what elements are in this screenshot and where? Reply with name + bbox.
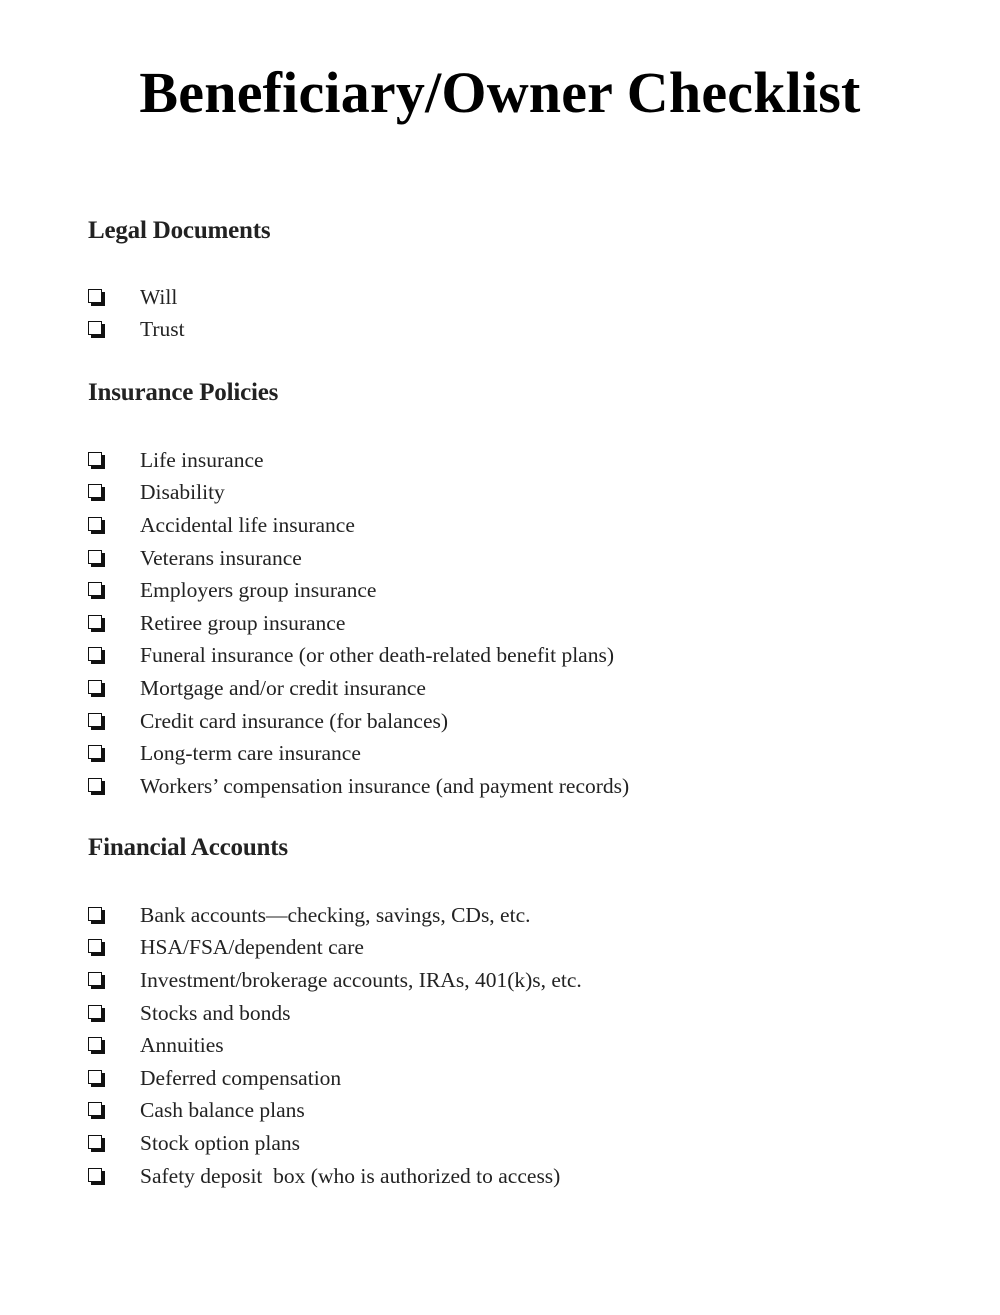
checklist-item-label: Life insurance <box>140 447 264 472</box>
checkbox-unchecked-icon[interactable] <box>88 972 105 989</box>
checkbox-unchecked-icon[interactable] <box>88 289 105 306</box>
section-heading: Legal Documents <box>88 217 271 244</box>
checklist-item <box>88 932 928 965</box>
checklist-item <box>88 1160 928 1193</box>
checklist-item-label: Stock option plans <box>140 1130 301 1155</box>
checklist-item <box>88 899 928 932</box>
checklist-item <box>88 444 928 477</box>
checklist-item-label: HSA/FSA/dependent care <box>140 935 364 960</box>
checkbox-unchecked-icon[interactable] <box>88 484 105 501</box>
checkbox-unchecked-icon[interactable] <box>88 1168 105 1185</box>
checklist-item-label: Retiree group insurance <box>140 610 346 635</box>
checkbox-unchecked-icon[interactable] <box>88 745 105 762</box>
checklist-item-label: Disability <box>140 480 225 505</box>
checklist <box>88 444 928 803</box>
checklist-item <box>88 997 928 1030</box>
checkbox-unchecked-icon[interactable] <box>88 615 105 632</box>
checkbox-unchecked-icon[interactable] <box>88 647 105 664</box>
section-heading: Insurance Policies <box>88 379 279 406</box>
checklist-item-label: Bank accounts—checking, savings, CDs, etc. <box>140 902 531 927</box>
checklist-item <box>88 1127 928 1160</box>
checklist-item <box>88 607 928 640</box>
section-legal-documents <box>88 216 928 346</box>
checkbox-unchecked-icon[interactable] <box>88 1135 105 1152</box>
checklist-item <box>88 640 928 673</box>
checkbox-unchecked-icon[interactable] <box>88 321 105 338</box>
checklist-item <box>88 1062 928 1095</box>
checklist-item <box>88 314 928 347</box>
checkbox-unchecked-icon[interactable] <box>88 517 105 534</box>
checklist-item-label: Annuities <box>140 1033 224 1058</box>
checklist-item-label: Deferred compensation <box>140 1065 342 1090</box>
page-title: Beneficiary/Owner Checklist <box>139 60 861 125</box>
checklist-item-label: Stocks and bonds <box>140 1000 291 1025</box>
checkbox-unchecked-icon[interactable] <box>88 778 105 795</box>
checkbox-unchecked-icon[interactable] <box>88 1005 105 1022</box>
checkbox-unchecked-icon[interactable] <box>88 1070 105 1087</box>
checkbox-unchecked-icon[interactable] <box>88 907 105 924</box>
checklist-item-label: Veterans insurance <box>140 545 302 570</box>
section-insurance-policies <box>88 378 928 803</box>
checklist <box>88 899 928 1192</box>
checkbox-unchecked-icon[interactable] <box>88 550 105 567</box>
checklist-item-label: Funeral insurance (or other death-related benefit plans) <box>140 643 614 668</box>
checklist-item-label: Trust <box>140 317 185 342</box>
section-financial-accounts <box>88 833 928 1192</box>
checkbox-unchecked-icon[interactable] <box>88 1102 105 1119</box>
checklist-item <box>88 509 928 542</box>
checkbox-unchecked-icon[interactable] <box>88 939 105 956</box>
checklist-item <box>88 1029 928 1062</box>
checklist-item <box>88 737 928 770</box>
checklist-item-label: Workers’ compensation insurance (and payment records) <box>140 773 630 798</box>
checklist-item <box>88 542 928 575</box>
checklist-item-label: Will <box>140 284 178 309</box>
checkbox-unchecked-icon[interactable] <box>88 582 105 599</box>
checklist-item-label: Credit card insurance (for balances) <box>140 708 449 733</box>
checkbox-unchecked-icon[interactable] <box>88 452 105 469</box>
checklist-item <box>88 672 928 705</box>
checklist-item-label: Employers group insurance <box>140 578 377 603</box>
checklist-item <box>88 705 928 738</box>
checklist-item <box>88 1095 928 1128</box>
checkbox-unchecked-icon[interactable] <box>88 1037 105 1054</box>
checklist-item-label: Mortgage and/or credit insurance <box>140 675 426 700</box>
checklist-item-label: Long-term care insurance <box>140 741 361 766</box>
checkbox-unchecked-icon[interactable] <box>88 713 105 730</box>
checklist-item-label: Safety deposit box (who is authorized to access) <box>140 1163 561 1188</box>
checklist-item <box>88 770 928 803</box>
checkbox-unchecked-icon[interactable] <box>88 680 105 697</box>
checklist-item <box>88 574 928 607</box>
section-heading: Financial Accounts <box>88 834 288 861</box>
checklist-item <box>88 281 928 314</box>
checklist-item-label: Investment/brokerage accounts, IRAs, 401(k)s, etc. <box>140 967 582 992</box>
checklist-item <box>88 477 928 510</box>
checklist-item-label: Cash balance plans <box>140 1098 305 1123</box>
checklist <box>88 281 928 346</box>
checklist-item <box>88 964 928 997</box>
checklist-item-label: Accidental life insurance <box>140 512 355 537</box>
